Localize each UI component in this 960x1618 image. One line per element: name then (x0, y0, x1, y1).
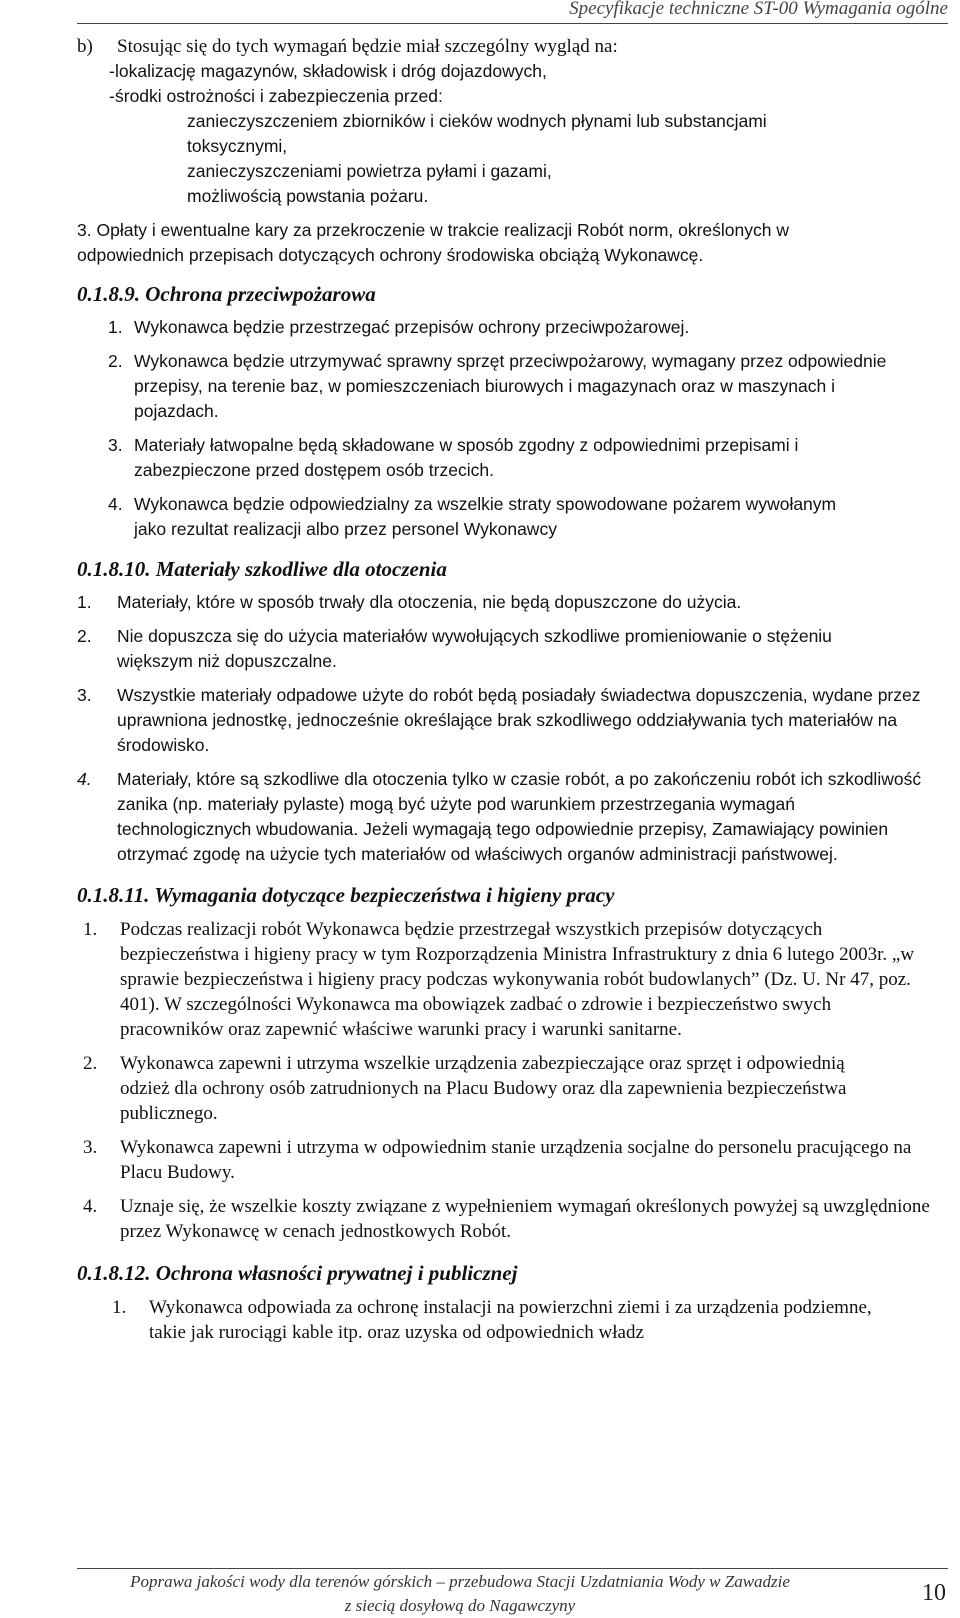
item-text: Wykonawca odpowiada za ochronę instalacji na powierzchni ziemi i za urządzenia podziemne, takie jak rurociągi kable itp. oraz uzyska od odpowiednich władz (149, 1297, 872, 1343)
dash-bullet: - (109, 86, 115, 106)
list-item (77, 109, 827, 159)
item-number: 2. (77, 626, 92, 646)
item-number: 2. (83, 1053, 98, 1074)
paragraph: środki ostrożności i zabezpieczenia przed: (115, 86, 443, 106)
item-number: 1. (77, 592, 92, 612)
list-item (77, 1135, 930, 1185)
paragraph: zanieczyszczeniami powietrza pyłami i gazami, (187, 161, 552, 181)
list-item (77, 34, 948, 59)
item-number: 4. (77, 769, 92, 789)
item-number: 1. (83, 919, 98, 940)
list-item (77, 184, 948, 209)
footer-rule (77, 1568, 948, 1569)
paragraph-text: Opłaty i ewentualne kary za przekroczenie w trakcie realizacji Robót norm, określonych w odpowiednich przepisach dotyczących ochrony środowiska obciążą Wykonawcę. (77, 220, 789, 265)
item-text: Wykonawca zapewni i utrzyma wszelkie urządzenia zabezpieczające oraz sprzęt i odpowiednią odzież dla ochrony osób zatrudnionych na Placu Budowy oraz dla zapewnienia bezpieczeństwa publicznego. (120, 1053, 847, 1124)
list-item (77, 624, 907, 674)
list-item (77, 84, 948, 109)
page-content (77, 34, 948, 1345)
footer-line-2: z siecią dosyłową do Nagawczyny (344, 1596, 576, 1615)
item-text: Wykonawca zapewni i utrzyma w odpowiednim stanie urządzenia socjalne do personelu pracującego na Placu Budowy. (120, 1137, 912, 1183)
list-item (77, 683, 927, 758)
list-item (77, 767, 922, 867)
paragraph: możliwością powstania pożaru. (187, 186, 429, 206)
paragraph: zanieczyszczeniem zbiorników i cieków wodnych płynami lub substancjami toksycznymi, (187, 111, 767, 156)
item-number: 4. (108, 494, 123, 514)
list-item (77, 159, 948, 184)
list-item (77, 315, 894, 340)
item-number: 3. (83, 1137, 98, 1158)
item-text: Nie dopuszcza się do użycia materiałów wywołujących szkodliwe promieniowanie o stężeniu większym niż dopuszczalne. (117, 626, 832, 671)
list-item (77, 1051, 855, 1126)
item-text: Materiały, które w sposób trwały dla otoczenia, nie będą dopuszczone do użycia. (117, 592, 742, 612)
section-heading-0189 (77, 281, 948, 307)
list-item (77, 433, 914, 483)
section-title: Ochrona przeciwpożarowa (145, 282, 376, 306)
item-text: Wykonawca będzie przestrzegać przepisów ochrony przeciwpożarowej. (134, 317, 690, 337)
list-item (77, 492, 854, 542)
page-number: 10 (922, 1580, 946, 1606)
item-number: 3. (108, 435, 123, 455)
item-text: Materiały, które są szkodliwe dla otoczenia tylko w czasie robót, a po zakończeniu robót ich szkodliwość zanika (np. materiały pylaste) mogą być użyte pod warunkiem przestrzegania wymagań technologicznych wbudowania. Jeżeli wymagają tego odpowiednie przepisy, Zamawiający powinien otrzymać zgodę na użycie tych materiałów od właściwych organów administracji państwowej. (117, 769, 922, 864)
dash-bullet: - (109, 61, 115, 81)
section-heading-01811 (77, 882, 948, 908)
item-text: Wykonawca będzie odpowiedzialny za wszelkie straty spowodowane pożarem wywołanym jako rezultat realizacji albo przez personel Wykonawcy (134, 494, 837, 539)
section-number: 0.1.8.12. (77, 1261, 151, 1285)
item-number: 1. (112, 1297, 127, 1318)
item-text: Materiały łatwopalne będą składowane w sposób zgodny z odpowiednimi przepisami i zabezpieczone przed dostępem osób trzecich. (134, 435, 799, 480)
list-item (77, 590, 907, 615)
section-number: 0.1.8.10. (77, 557, 151, 581)
list-item (77, 1295, 889, 1345)
footer-line-1: Poprawa jakości wody dla terenów górskich – przebudowa Stacji Uzdatniania Wody w Zawadzie (130, 1572, 790, 1591)
section-title: Wymagania dotyczące bezpieczeństwa i higieny pracy (154, 883, 615, 907)
section-heading-01810 (77, 556, 948, 582)
item-number: 1. (108, 317, 123, 337)
list-item (77, 1194, 930, 1244)
section-heading-01812 (77, 1260, 948, 1286)
list-item (77, 917, 930, 1042)
paragraph-3 (77, 218, 889, 268)
item-number: 2. (108, 351, 123, 371)
item-number: 4. (83, 1196, 98, 1217)
section-title: Ochrona własności prywatnej i publicznej (155, 1261, 518, 1285)
section-number: 0.1.8.11. (77, 883, 150, 907)
item-text: Uznaje się, że wszelkie koszty związane z wypełnieniem wymagań określonych powyżej są uwzględnione przez Wykonawcę w cenach jednostkowych Robót. (120, 1196, 930, 1242)
item-text: Wykonawca będzie utrzymywać sprawny sprzęt przeciwpożarowy, wymagany przez odpowiednie przepisy, na terenie baz, w pomieszczeniach biurowych i magazynach oraz w maszynach i pojazdach. (134, 351, 887, 421)
paragraph: lokalizację magazynów, składowisk i dróg dojazdowych, (115, 61, 547, 81)
list-item (77, 59, 948, 84)
section-number: 0.1.8.9. (77, 282, 140, 306)
paragraph: Stosując się do tych wymagań będzie miał szczególny wygląd na: (117, 36, 618, 57)
header-title: Specyfikacje techniczne ST-00 Wymagania ogólne (569, 0, 948, 19)
section-title: Materiały szkodliwe dla otoczenia (155, 557, 447, 581)
item-text: Wszystkie materiały odpadowe użyte do robót będą posiadały świadectwa dopuszczenia, wydane przez uprawniona jednostkę, jednocześnie określające brak szkodliwego oddziaływania tych materiałów na środowisko. (117, 685, 921, 755)
item-number: 3. (77, 685, 92, 705)
item-label: b) (77, 36, 93, 57)
footer (60, 1570, 860, 1618)
item-text: Podczas realizacji robót Wykonawca będzie przestrzegał wszystkich przepisów dotyczących bezpieczeństwa i higieny pracy w tym Rozporządzenia Ministra Infrastruktury z dnia 6 lutego 2003r. „w sprawie bezpieczeństwa i higieny pracy podczas wykonywania robót budowlanych” (Dz. U. Nr 47, poz. 401). W szczególności Wykonawca ma obowiązek zadbać o zdrowie i bezpieczeństwo swych pracowników oraz zapewnić właściwe warunki pracy i warunki sanitarne. (120, 919, 915, 1040)
item-label: 3. (77, 220, 92, 240)
header-rule (77, 23, 948, 24)
list-item (77, 349, 892, 424)
